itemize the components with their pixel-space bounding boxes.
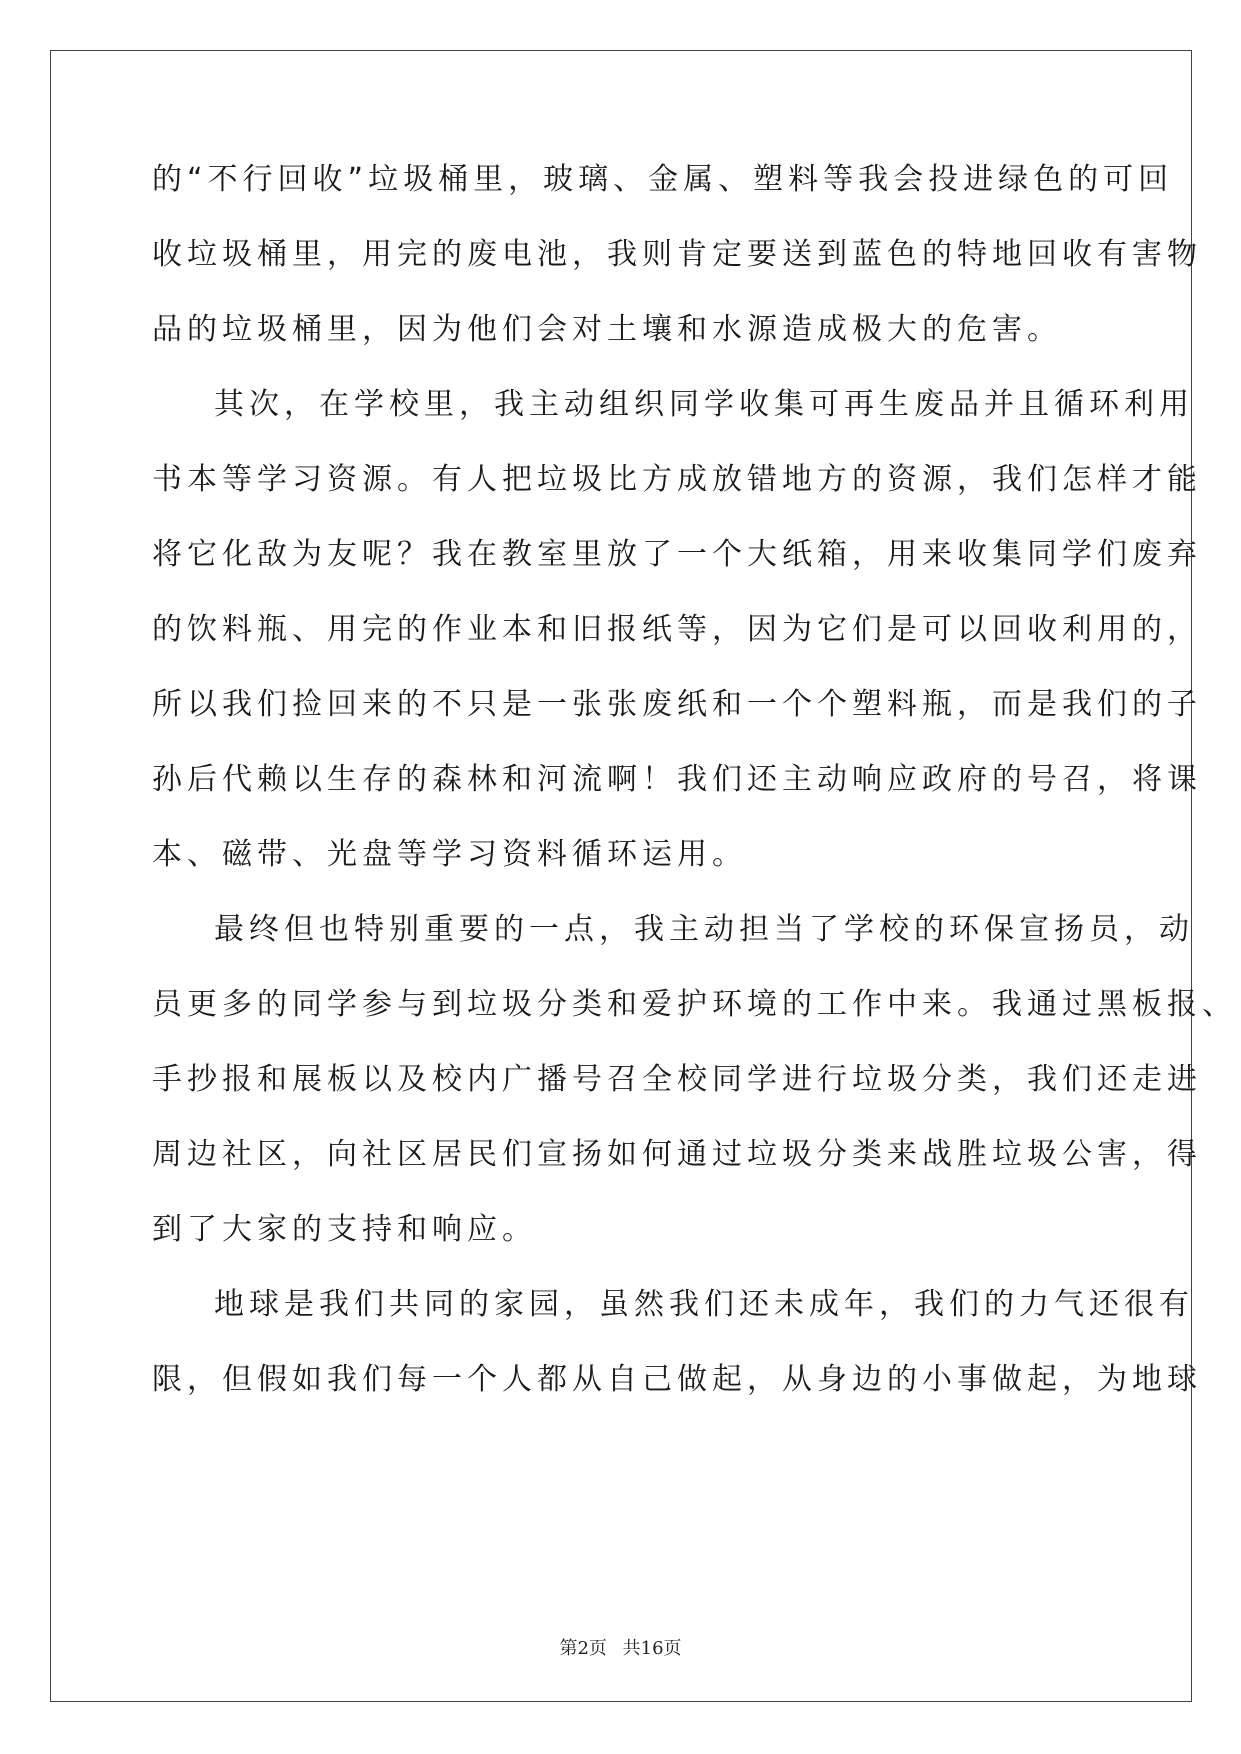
- page-total: 共16页: [622, 1638, 682, 1659]
- text-line: 将它化敌为友呢？我在教室里放了一个大纸箱，用来收集同学们废弃: [152, 537, 1202, 572]
- text-line: 所以我们捡回来的不只是一张张废纸和一个个塑料瓶，而是我们的子: [152, 687, 1202, 722]
- text-line: 手抄报和展板以及校内广播号召全校同学进行垃圾分类，我们还走进: [152, 1062, 1202, 1097]
- text-line: 到了大家的支持和响应。: [152, 1212, 537, 1247]
- text-line: 收垃圾桶里，用完的废电池，我则肯定要送到蓝色的特地回收有害物: [152, 237, 1202, 272]
- page-border: [50, 50, 1192, 1702]
- paragraph-start-line: 地球是我们共同的家园，虽然我们还未成年，我们的力气还很有: [214, 1287, 1194, 1322]
- text-line: 书本等学习资源。有人把垃圾比方成放错地方的资源，我们怎样才能: [152, 462, 1202, 497]
- text-line: 限，但假如我们每一个人都从自己做起，从身边的小事做起，为地球: [152, 1362, 1202, 1397]
- text-line: 的饮料瓶、用完的作业本和旧报纸等，因为它们是可以回收利用的，: [152, 612, 1202, 647]
- text-line: 周边社区，向社区居民们宣扬如何通过垃圾分类来战胜垃圾公害，得: [152, 1137, 1202, 1172]
- paragraph-start-line: 最终但也特别重要的一点，我主动担当了学校的环保宣扬员，动: [214, 912, 1194, 947]
- text-line: 员更多的同学参与到垃圾分类和爱护环境的工作中来。我通过黑板报、: [152, 987, 1237, 1022]
- text-line: 品的垃圾桶里，因为他们会对土壤和水源造成极大的危害。: [152, 312, 1062, 347]
- paragraph-start-line: 其次，在学校里，我主动组织同学收集可再生废品并且循环利用: [214, 387, 1194, 422]
- text-line: 本、磁带、光盘等学习资料循环运用。: [152, 837, 747, 872]
- page-footer: [0, 1634, 1241, 1660]
- text-line: 孙后代赖以生存的森林和河流啊！我们还主动响应政府的号召，将课: [152, 762, 1202, 797]
- page-number: 第2页: [559, 1638, 607, 1659]
- text-line: 的“不行回收”垃圾桶里，玻璃、金属、塑料等我会投进绿色的可回: [152, 162, 1174, 197]
